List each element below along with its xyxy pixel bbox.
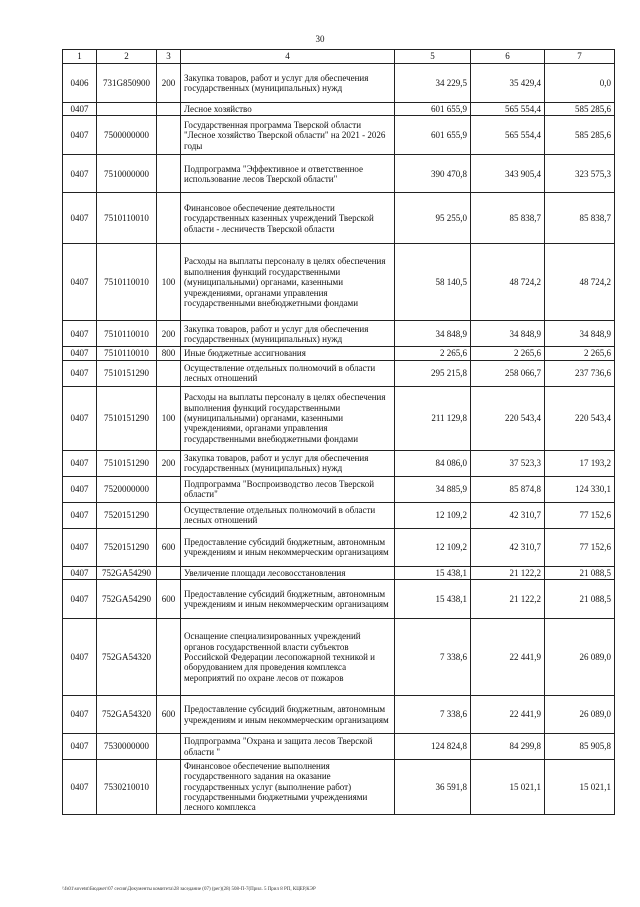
- target-article-cell: 752GA54290: [97, 580, 157, 619]
- amount-2023-cell: 17 193,2: [545, 450, 615, 476]
- target-article-cell: 7530000000: [97, 734, 157, 760]
- code-razdel-cell: 0407: [63, 619, 97, 696]
- description-cell: Предоставление субсидий бюджетным, автономным учреждениям и иным некоммерческим организациям: [181, 528, 395, 566]
- amount-2021-cell: 34 229,5: [395, 64, 471, 103]
- amount-2022-cell: 35 429,4: [471, 64, 545, 103]
- amount-2022-cell: 42 310,7: [471, 502, 545, 528]
- amount-2023-cell: 48 724,2: [545, 244, 615, 321]
- description-cell: Закупка товаров, работ и услуг для обеспечения государственных (муниципальных) нужд: [181, 450, 395, 476]
- amount-2021-cell: 7 338,6: [395, 619, 471, 696]
- table-row: [63, 386, 615, 450]
- expense-type-cell: [157, 193, 181, 244]
- target-article-cell: 7510110010: [97, 347, 157, 360]
- amount-2023-cell: 85 838,7: [545, 193, 615, 244]
- code-razdel-cell: 0407: [63, 528, 97, 566]
- target-article-cell: 7510151290: [97, 386, 157, 450]
- amount-2021-cell: 2 265,6: [395, 347, 471, 360]
- expense-type-cell: [157, 360, 181, 386]
- amount-2023-cell: 0,0: [545, 64, 615, 103]
- target-article-cell: 7510151290: [97, 360, 157, 386]
- amount-2022-cell: 42 310,7: [471, 528, 545, 566]
- target-article-cell: 752GA54320: [97, 619, 157, 696]
- target-article-cell: 752GA54290: [97, 566, 157, 579]
- amount-2021-cell: 34 848,9: [395, 321, 471, 347]
- table-row: [63, 103, 615, 116]
- table-row: [63, 760, 615, 815]
- table-row: [63, 116, 615, 155]
- description-cell: Подпрограмма "Охрана и защита лесов Тверской области ": [181, 734, 395, 760]
- amount-2023-cell: 21 088,5: [545, 580, 615, 619]
- description-cell: Закупка товаров, работ и услуг для обеспечения государственных (муниципальных) нужд: [181, 64, 395, 103]
- table-row: [63, 696, 615, 734]
- col-header: 3: [157, 50, 181, 64]
- target-article-cell: 7510110010: [97, 321, 157, 347]
- target-article-cell: 7500000000: [97, 116, 157, 155]
- table-row: [63, 64, 615, 103]
- amount-2021-cell: 95 255,0: [395, 193, 471, 244]
- description-cell: Финансовое обеспечение выполнения государственного задания на оказание государственных услуг (выполнение работ) государственными бюджетными учреждениями лесного комплекса: [181, 760, 395, 815]
- expense-type-cell: [157, 619, 181, 696]
- table-row: [63, 580, 615, 619]
- description-cell: Оснащение специализированных учреждений органов государственной власти субъектов Российской Федерации лесопожарной техникой и оборудованием для проведения комплекса мероприятий по охране лесов от пожаров: [181, 619, 395, 696]
- description-cell: Увеличение площади лесовосстановления: [181, 566, 395, 579]
- amount-2022-cell: 565 554,4: [471, 116, 545, 155]
- expense-type-cell: 100: [157, 386, 181, 450]
- table-row: [63, 502, 615, 528]
- amount-2023-cell: 124 330,1: [545, 476, 615, 502]
- description-cell: Расходы на выплаты персоналу в целях обеспечения выполнения функций государственными (муниципальными) органами, казенными учреждениями, органами управления государственными внебюджетными фондами: [181, 386, 395, 450]
- expense-type-cell: 200: [157, 64, 181, 103]
- amount-2023-cell: 34 848,9: [545, 321, 615, 347]
- expense-type-cell: [157, 103, 181, 116]
- code-razdel-cell: 0407: [63, 476, 97, 502]
- amount-2023-cell: 26 089,0: [545, 696, 615, 734]
- amount-2022-cell: 85 874,8: [471, 476, 545, 502]
- expense-type-cell: 800: [157, 347, 181, 360]
- header-row: [63, 50, 615, 64]
- description-cell: Государственная программа Тверской области "Лесное хозяйство Тверской области" на 2021 - 2026 годы: [181, 116, 395, 155]
- amount-2021-cell: 390 470,8: [395, 155, 471, 193]
- expense-type-cell: [157, 566, 181, 579]
- file-path-footer: \\fs01\sovetst\Бюджет\07 сесия\Документы комитета\28 заседание (07) (рег)(28) 508-П-7(Прил. 5 Прил 8 РП, КЦЕР,КЭР: [62, 887, 316, 892]
- target-article-cell: 752GA54320: [97, 696, 157, 734]
- amount-2023-cell: 21 088,5: [545, 566, 615, 579]
- expense-type-cell: 200: [157, 450, 181, 476]
- description-cell: Подпрограмма "Эффективное и ответственное использование лесов Тверской области": [181, 155, 395, 193]
- table-row: [63, 476, 615, 502]
- code-razdel-cell: 0407: [63, 244, 97, 321]
- amount-2022-cell: 21 122,2: [471, 566, 545, 579]
- target-article-cell: [97, 103, 157, 116]
- table-row: [63, 566, 615, 579]
- code-razdel-cell: 0407: [63, 347, 97, 360]
- amount-2023-cell: 77 152,6: [545, 502, 615, 528]
- target-article-cell: 7510110010: [97, 244, 157, 321]
- description-cell: Закупка товаров, работ и услуг для обеспечения государственных (муниципальных) нужд: [181, 321, 395, 347]
- amount-2022-cell: 84 299,8: [471, 734, 545, 760]
- col-header: 7: [545, 50, 615, 64]
- expense-type-cell: 600: [157, 528, 181, 566]
- amount-2022-cell: 2 265,6: [471, 347, 545, 360]
- table-row: [63, 528, 615, 566]
- amount-2022-cell: 22 441,9: [471, 696, 545, 734]
- table-row: [63, 619, 615, 696]
- code-razdel-cell: 0407: [63, 193, 97, 244]
- amount-2023-cell: 237 736,6: [545, 360, 615, 386]
- description-cell: Иные бюджетные ассигнования: [181, 347, 395, 360]
- amount-2022-cell: 15 021,1: [471, 760, 545, 815]
- code-razdel-cell: 0407: [63, 386, 97, 450]
- table-row: [63, 321, 615, 347]
- amount-2023-cell: 26 089,0: [545, 619, 615, 696]
- code-razdel-cell: 0407: [63, 734, 97, 760]
- code-razdel-cell: 0407: [63, 580, 97, 619]
- description-cell: Осуществление отдельных полномочий в области лесных отношений: [181, 502, 395, 528]
- amount-2021-cell: 58 140,5: [395, 244, 471, 321]
- amount-2021-cell: 34 885,9: [395, 476, 471, 502]
- col-header: 2: [97, 50, 157, 64]
- page-number: 30: [315, 34, 325, 44]
- amount-2021-cell: 12 109,2: [395, 502, 471, 528]
- code-razdel-cell: 0407: [63, 450, 97, 476]
- code-razdel-cell: 0407: [63, 696, 97, 734]
- description-cell: Подпрограмма "Воспроизводство лесов Тверской области": [181, 476, 395, 502]
- amount-2023-cell: 585 285,6: [545, 103, 615, 116]
- code-razdel-cell: 0407: [63, 566, 97, 579]
- target-article-cell: 7510110010: [97, 193, 157, 244]
- amount-2023-cell: 323 575,3: [545, 155, 615, 193]
- code-razdel-cell: 0407: [63, 760, 97, 815]
- amount-2022-cell: 85 838,7: [471, 193, 545, 244]
- target-article-cell: 7520151290: [97, 502, 157, 528]
- amount-2021-cell: 36 591,8: [395, 760, 471, 815]
- amount-2022-cell: 48 724,2: [471, 244, 545, 321]
- expense-type-cell: [157, 734, 181, 760]
- target-article-cell: 7530210010: [97, 760, 157, 815]
- col-header: 1: [63, 50, 97, 64]
- amount-2021-cell: 601 655,9: [395, 116, 471, 155]
- table-row: [63, 360, 615, 386]
- table-row: [63, 244, 615, 321]
- target-article-cell: 731G850900: [97, 64, 157, 103]
- amount-2022-cell: 220 543,4: [471, 386, 545, 450]
- target-article-cell: 7510000000: [97, 155, 157, 193]
- table-row: [63, 450, 615, 476]
- amount-2021-cell: 15 438,1: [395, 566, 471, 579]
- col-header: 5: [395, 50, 471, 64]
- expense-type-cell: [157, 155, 181, 193]
- amount-2023-cell: 2 265,6: [545, 347, 615, 360]
- amount-2021-cell: 601 655,9: [395, 103, 471, 116]
- amount-2021-cell: 84 086,0: [395, 450, 471, 476]
- expense-type-cell: 100: [157, 244, 181, 321]
- amount-2023-cell: 85 905,8: [545, 734, 615, 760]
- amount-2022-cell: 258 066,7: [471, 360, 545, 386]
- table-row: [63, 734, 615, 760]
- description-cell: Расходы на выплаты персоналу в целях обеспечения выполнения функций государственными (муниципальными) органами, казенными учреждениями, органами управления государственными внебюджетными фондами: [181, 244, 395, 321]
- expense-type-cell: 600: [157, 696, 181, 734]
- target-article-cell: 7510151290: [97, 450, 157, 476]
- expense-type-cell: [157, 116, 181, 155]
- table-row: [63, 347, 615, 360]
- code-razdel-cell: 0407: [63, 360, 97, 386]
- amount-2023-cell: 77 152,6: [545, 528, 615, 566]
- table-row: [63, 155, 615, 193]
- description-cell: Осуществление отдельных полномочий в области лесных отношений: [181, 360, 395, 386]
- expense-type-cell: [157, 502, 181, 528]
- code-razdel-cell: 0407: [63, 103, 97, 116]
- budget-table: [62, 49, 615, 815]
- amount-2022-cell: 22 441,9: [471, 619, 545, 696]
- col-header: 6: [471, 50, 545, 64]
- description-cell: Предоставление субсидий бюджетным, автономным учреждениям и иным некоммерческим организациям: [181, 580, 395, 619]
- amount-2021-cell: 7 338,6: [395, 696, 471, 734]
- expense-type-cell: [157, 760, 181, 815]
- description-cell: Лесное хозяйство: [181, 103, 395, 116]
- amount-2022-cell: 21 122,2: [471, 580, 545, 619]
- amount-2021-cell: 295 215,8: [395, 360, 471, 386]
- code-razdel-cell: 0407: [63, 321, 97, 347]
- amount-2023-cell: 585 285,6: [545, 116, 615, 155]
- amount-2021-cell: 15 438,1: [395, 580, 471, 619]
- amount-2022-cell: 565 554,4: [471, 103, 545, 116]
- target-article-cell: 7520151290: [97, 528, 157, 566]
- amount-2022-cell: 343 905,4: [471, 155, 545, 193]
- amount-2021-cell: 211 129,8: [395, 386, 471, 450]
- code-razdel-cell: 0407: [63, 116, 97, 155]
- amount-2023-cell: 220 543,4: [545, 386, 615, 450]
- expense-type-cell: 600: [157, 580, 181, 619]
- description-cell: Предоставление субсидий бюджетным, автономным учреждениям и иным некоммерческим организациям: [181, 696, 395, 734]
- amount-2021-cell: 124 824,8: [395, 734, 471, 760]
- amount-2021-cell: 12 109,2: [395, 528, 471, 566]
- expense-type-cell: [157, 476, 181, 502]
- col-header: 4: [181, 50, 395, 64]
- code-razdel-cell: 0407: [63, 502, 97, 528]
- expense-type-cell: 200: [157, 321, 181, 347]
- amount-2022-cell: 34 848,9: [471, 321, 545, 347]
- table-row: [63, 193, 615, 244]
- amount-2022-cell: 37 523,3: [471, 450, 545, 476]
- description-cell: Финансовое обеспечение деятельности государственных казенных учреждений Тверской области - лесничеств Тверской области: [181, 193, 395, 244]
- amount-2023-cell: 15 021,1: [545, 760, 615, 815]
- target-article-cell: 7520000000: [97, 476, 157, 502]
- code-razdel-cell: 0407: [63, 155, 97, 193]
- code-razdel-cell: 0406: [63, 64, 97, 103]
